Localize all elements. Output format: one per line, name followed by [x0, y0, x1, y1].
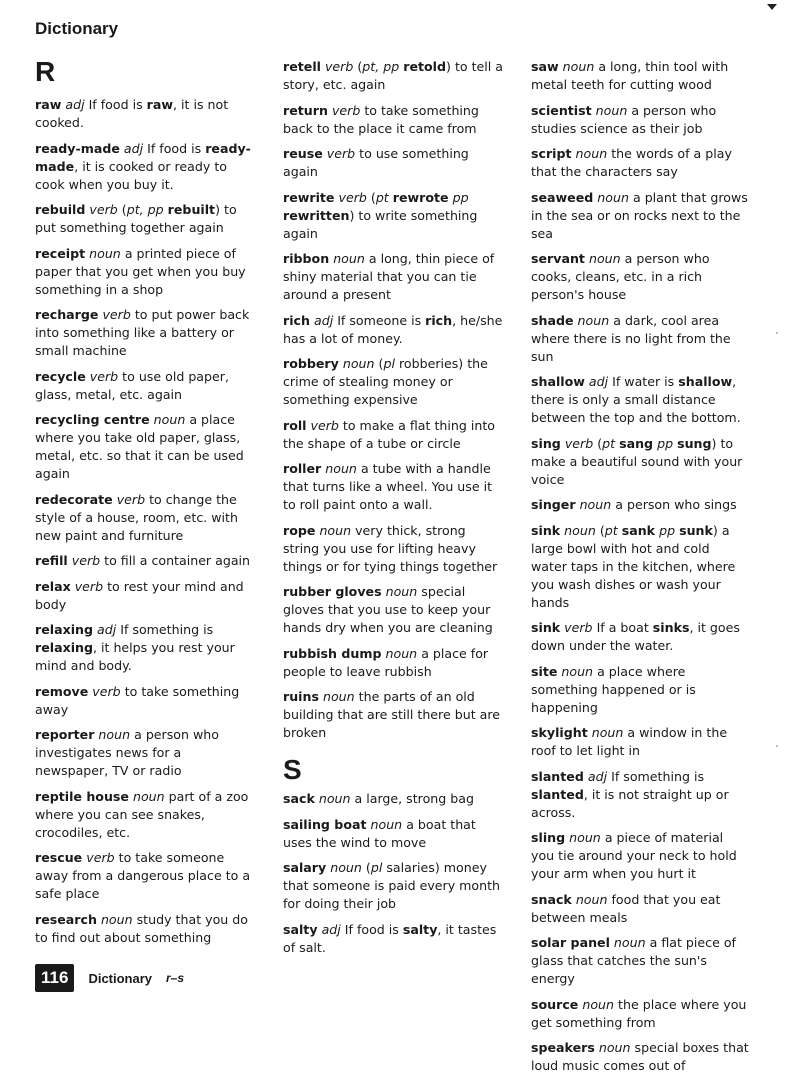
headword: reporter [35, 727, 95, 742]
inflected-forms: (pt sank pp sunk) [599, 522, 718, 538]
headword: servant [531, 251, 585, 266]
headword: shallow [531, 374, 585, 389]
part-of-speech: noun [591, 725, 624, 740]
dictionary-entry [531, 58, 749, 94]
headword: sing [531, 435, 561, 451]
headword: site [531, 663, 558, 679]
definition: If food is raw, it is not cooked. [35, 97, 229, 130]
dictionary-entry [531, 891, 749, 927]
dictionary-entry [531, 934, 749, 988]
part-of-speech: noun [582, 996, 615, 1012]
corner-arrow-icon [767, 4, 777, 10]
part-of-speech: adj [587, 768, 608, 784]
definition: a person who studies science as their job [531, 102, 717, 136]
page-footer [35, 963, 184, 993]
headword: slanted [531, 768, 584, 784]
part-of-speech: noun [575, 146, 608, 161]
definition: special boxes that loud music comes out of [531, 1040, 749, 1073]
dictionary-entry [35, 96, 253, 132]
dictionary-entry [531, 145, 749, 181]
headword: salary [283, 860, 327, 875]
dictionary-entry [283, 250, 503, 304]
headword: singer [531, 497, 576, 512]
definition: the words of a play that the characters say [531, 146, 732, 179]
dictionary-entry [283, 417, 503, 453]
part-of-speech: noun [370, 816, 403, 832]
part-of-speech: verb [564, 620, 593, 635]
part-of-speech: noun [132, 788, 165, 804]
part-of-speech: noun [595, 102, 628, 118]
dictionary-entry [35, 726, 253, 780]
part-of-speech: verb [92, 683, 121, 699]
definition: a plant that grows in the sea or on rocks next to the sea [531, 189, 748, 241]
dictionary-entry [531, 829, 749, 883]
dictionary-entry [531, 496, 749, 514]
headword: retell [283, 59, 321, 74]
definition: a dark, cool area where there is no light from the sun [531, 312, 731, 364]
part-of-speech: noun [385, 584, 418, 599]
headword: sack [283, 791, 315, 806]
dictionary-entry [35, 368, 253, 404]
definition: the parts of an old building that are still there but are broken [283, 689, 500, 740]
dictionary-entry [531, 189, 749, 243]
headword: rope [283, 522, 316, 538]
part-of-speech: adj [65, 97, 85, 112]
part-of-speech: verb [116, 491, 146, 507]
headword: sling [531, 830, 566, 845]
definition: a place where something happened or is happening [531, 663, 696, 715]
headword: rubbish dump [283, 645, 382, 661]
dictionary-entry [35, 201, 253, 237]
part-of-speech: noun [153, 412, 186, 427]
column-3 [531, 58, 749, 1083]
headword: refill [35, 553, 68, 568]
part-of-speech: noun [588, 251, 621, 266]
definition: If someone is rich, he/she has a lot of money. [283, 312, 503, 346]
headword: solar panel [531, 935, 610, 950]
entry-list [35, 96, 253, 947]
dictionary-entry [283, 355, 503, 409]
headword: salty [283, 921, 318, 937]
definition: to change the style of a house, room, etc. with new paint and furniture [35, 491, 238, 543]
dictionary-entry [35, 411, 253, 483]
dictionary-entry [531, 1039, 749, 1075]
dictionary-entry [283, 189, 503, 243]
definition: a boat that uses the wind to move [283, 816, 476, 850]
dictionary-entry [531, 435, 749, 489]
definition: If a boat sinks, it goes down under the water. [531, 620, 740, 653]
definition: a long, thin tool with metal teeth for cutting wood [531, 59, 729, 92]
definition: to tell a story, etc. again [283, 59, 503, 92]
dictionary-entry [35, 683, 253, 719]
inflected-forms: (pt rewrote pp rewritten) [283, 189, 469, 223]
definition: a large bowl with hot and cold water taps in the kitchen, where you wash dishes or wash your hands [531, 522, 736, 610]
definition: a piece of material you tie around your neck to hold your arm when you hurt it [531, 830, 737, 881]
headword: reptile house [35, 788, 129, 804]
headword: skylight [531, 725, 588, 740]
part-of-speech: noun [385, 645, 418, 661]
part-of-speech: verb [71, 553, 101, 568]
definition: to take something away [35, 683, 240, 717]
headword: sailing boat [283, 816, 367, 832]
dictionary-entry [283, 583, 503, 637]
part-of-speech: noun [577, 312, 610, 328]
dictionary-entry [531, 724, 749, 760]
headword: script [531, 146, 572, 161]
definition: very thick, strong string you use for lifting heavy things or for tying things together [283, 522, 498, 574]
definition: to write something again [283, 207, 478, 241]
headword: rewrite [283, 189, 335, 205]
dictionary-entry [35, 621, 253, 675]
part-of-speech: verb [564, 435, 594, 451]
dictionary-entry [283, 102, 503, 138]
part-of-speech: noun [100, 911, 133, 927]
inflected-forms: (pt, pp retold) [357, 59, 451, 74]
part-of-speech: noun [564, 522, 596, 538]
dictionary-entry [35, 911, 253, 947]
footer-range: r–s [166, 971, 185, 985]
headword: roll [283, 417, 307, 433]
footer-label: Dictionary [88, 970, 153, 986]
definition: a flat piece of glass that catches the sun's energy [531, 935, 736, 986]
page-number: 116 [35, 964, 74, 992]
definition: a person who investigates news for a newspaper, TV or radio [35, 727, 219, 778]
dictionary-entry [283, 859, 503, 913]
headword: rebuild [35, 202, 86, 217]
definition: to take someone away from a dangerous place to a safe place [35, 850, 251, 901]
part-of-speech: noun [322, 689, 355, 704]
column-2 [283, 58, 503, 964]
definition: If food is ready-made, it is cooked or ready to cook when you buy it. [35, 140, 251, 192]
part-of-speech: adj [588, 374, 609, 389]
definition: the place where you get something from [531, 996, 747, 1030]
dictionary-entry [531, 619, 749, 655]
dictionary-entry [35, 306, 253, 360]
part-of-speech: noun [597, 189, 629, 205]
headword: research [35, 911, 97, 927]
part-of-speech: verb [89, 368, 119, 384]
dictionary-entry [35, 578, 253, 614]
headword: relax [35, 578, 71, 594]
definition: to use something again [283, 146, 469, 179]
headword: source [531, 996, 579, 1012]
inflected-forms: (pl salaries) [365, 860, 440, 875]
headword: roller [283, 461, 322, 476]
part-of-speech: verb [89, 202, 118, 217]
headword: redecorate [35, 491, 113, 507]
dictionary-entry [283, 688, 503, 742]
definition: to make a beautiful sound with your voice [531, 435, 743, 487]
headword: return [283, 102, 328, 118]
entry-list [283, 790, 503, 957]
headword: ruins [283, 689, 319, 704]
page-title: Dictionary [35, 19, 119, 38]
inflected-forms: (pt sang pp sung) [597, 435, 717, 451]
dictionary-entry [283, 790, 503, 808]
definition: to make a flat thing into the shape of a tube or circle [283, 417, 495, 451]
margin-dot [776, 332, 778, 334]
part-of-speech: noun [579, 497, 612, 512]
dictionary-entry [531, 250, 749, 304]
definition: a window in the roof to let light in [531, 725, 728, 758]
definition: money that someone is paid every month for doing their job [283, 860, 501, 911]
part-of-speech: noun [319, 522, 352, 538]
part-of-speech: noun [569, 830, 601, 845]
definition: to fill a container again [104, 553, 251, 568]
part-of-speech: noun [89, 245, 121, 261]
dictionary-entry [35, 552, 253, 570]
definition: a place for people to leave rubbish [283, 645, 489, 679]
definition: to take something back to the place it came from [283, 102, 479, 136]
part-of-speech: noun [330, 860, 362, 875]
headword: saw [531, 59, 559, 74]
part-of-speech: noun [598, 1040, 631, 1055]
part-of-speech: adj [97, 622, 117, 637]
dictionary-entry [283, 58, 503, 94]
headword: seaweed [531, 189, 594, 205]
part-of-speech: verb [326, 146, 356, 161]
headword: speakers [531, 1040, 595, 1055]
definition: part of a zoo where you can see snakes, crocodiles, etc. [35, 788, 249, 840]
entry-list [283, 58, 503, 742]
part-of-speech: verb [310, 417, 339, 433]
headword: recycling centre [35, 412, 150, 427]
part-of-speech: noun [325, 461, 357, 476]
headword: raw [35, 97, 62, 112]
part-of-speech: verb [338, 189, 367, 205]
dictionary-entry [283, 645, 503, 681]
part-of-speech: adj [313, 312, 334, 328]
definition: a person who sings [615, 497, 737, 512]
definition: a printed piece of paper that you get when you buy something in a shop [35, 245, 246, 297]
section-letter-r: R [35, 56, 56, 87]
headword: ready-made [35, 140, 120, 156]
part-of-speech: noun [318, 791, 351, 806]
dictionary-entry [35, 849, 253, 903]
headword: robbery [283, 356, 339, 371]
dictionary-entry [531, 663, 749, 717]
part-of-speech: verb [331, 102, 361, 118]
headword: relaxing [35, 622, 93, 637]
dictionary-entry [531, 373, 749, 427]
part-of-speech: noun [575, 891, 608, 907]
part-of-speech: noun [561, 663, 594, 679]
column-1 [35, 58, 253, 954]
definition: special gloves that you use to keep your hands dry when you are cleaning [283, 584, 493, 635]
dictionary-entry [531, 522, 749, 612]
entry-list [531, 58, 749, 1075]
dictionary-entry [283, 145, 503, 181]
definition: food that you eat between meals [531, 891, 721, 925]
headword: rescue [35, 850, 83, 865]
definition: If something is slanted, it is not straight up or across. [531, 768, 729, 820]
part-of-speech: adj [321, 921, 341, 937]
headword: recharge [35, 307, 99, 322]
dictionary-entry [35, 491, 253, 545]
headword: receipt [35, 245, 86, 261]
part-of-speech: verb [86, 850, 115, 865]
dictionary-entry [283, 312, 503, 348]
headword: snack [531, 891, 572, 907]
dictionary-entry [35, 140, 253, 194]
headword: rich [283, 312, 310, 328]
definition: If food is salty, it tastes of salt. [283, 921, 497, 955]
dictionary-entry [283, 460, 503, 514]
headword: reuse [283, 146, 323, 161]
dictionary-entry [531, 312, 749, 366]
definition: to put something together again [35, 202, 237, 235]
definition: to put power back into something like a battery or small machine [35, 307, 250, 358]
headword: sink [531, 620, 561, 635]
definition: a person who cooks, cleans, etc. in a rich person's house [531, 251, 710, 302]
part-of-speech: verb [324, 59, 354, 74]
definition: a place where you take old paper, glass, metal, etc. so that it can be used again [35, 412, 244, 481]
dictionary-entry [283, 921, 503, 957]
dictionary-entry [283, 522, 503, 576]
part-of-speech: noun [562, 59, 595, 74]
part-of-speech: noun [342, 356, 375, 371]
headword: sink [531, 522, 561, 538]
margin-dot [776, 745, 778, 747]
dictionary-entry [531, 996, 749, 1032]
definition: a large, strong bag [354, 791, 474, 806]
dictionary-entry [35, 788, 253, 842]
headword: rubber gloves [283, 584, 382, 599]
part-of-speech: adj [123, 140, 144, 156]
part-of-speech: verb [74, 578, 104, 594]
definition: If water is shallow, there is only a small distance between the top and the bottom. [531, 374, 741, 425]
part-of-speech: verb [102, 307, 131, 322]
definition: If something is relaxing, it helps you rest your mind and body. [35, 622, 235, 673]
headword: scientist [531, 102, 592, 118]
headword: shade [531, 312, 574, 328]
part-of-speech: noun [333, 251, 365, 266]
headword: remove [35, 683, 89, 699]
definition: to rest your mind and body [35, 578, 244, 612]
section-letter-s: S [283, 754, 302, 785]
dictionary-entry [283, 816, 503, 852]
dictionary-entry [35, 245, 253, 299]
definition: a long, thin piece of shiny material that you can tie around a present [283, 251, 495, 302]
part-of-speech: noun [98, 727, 131, 742]
dictionary-entry [531, 102, 749, 138]
headword: ribbon [283, 251, 330, 266]
part-of-speech: noun [613, 935, 646, 950]
definition: study that you do to find out about something [35, 911, 248, 945]
headword: recycle [35, 368, 86, 384]
definition: a tube with a handle that turns like a wheel. You use it to roll paint onto a wall. [283, 461, 493, 512]
definition: the crime of stealing money or something expensive [283, 356, 488, 407]
inflected-forms: (pt, pp rebuilt) [121, 202, 220, 217]
inflected-forms: (pl robberies) [378, 356, 464, 371]
definition: to use old paper, glass, metal, etc. again [35, 368, 229, 402]
dictionary-entry [531, 768, 749, 822]
